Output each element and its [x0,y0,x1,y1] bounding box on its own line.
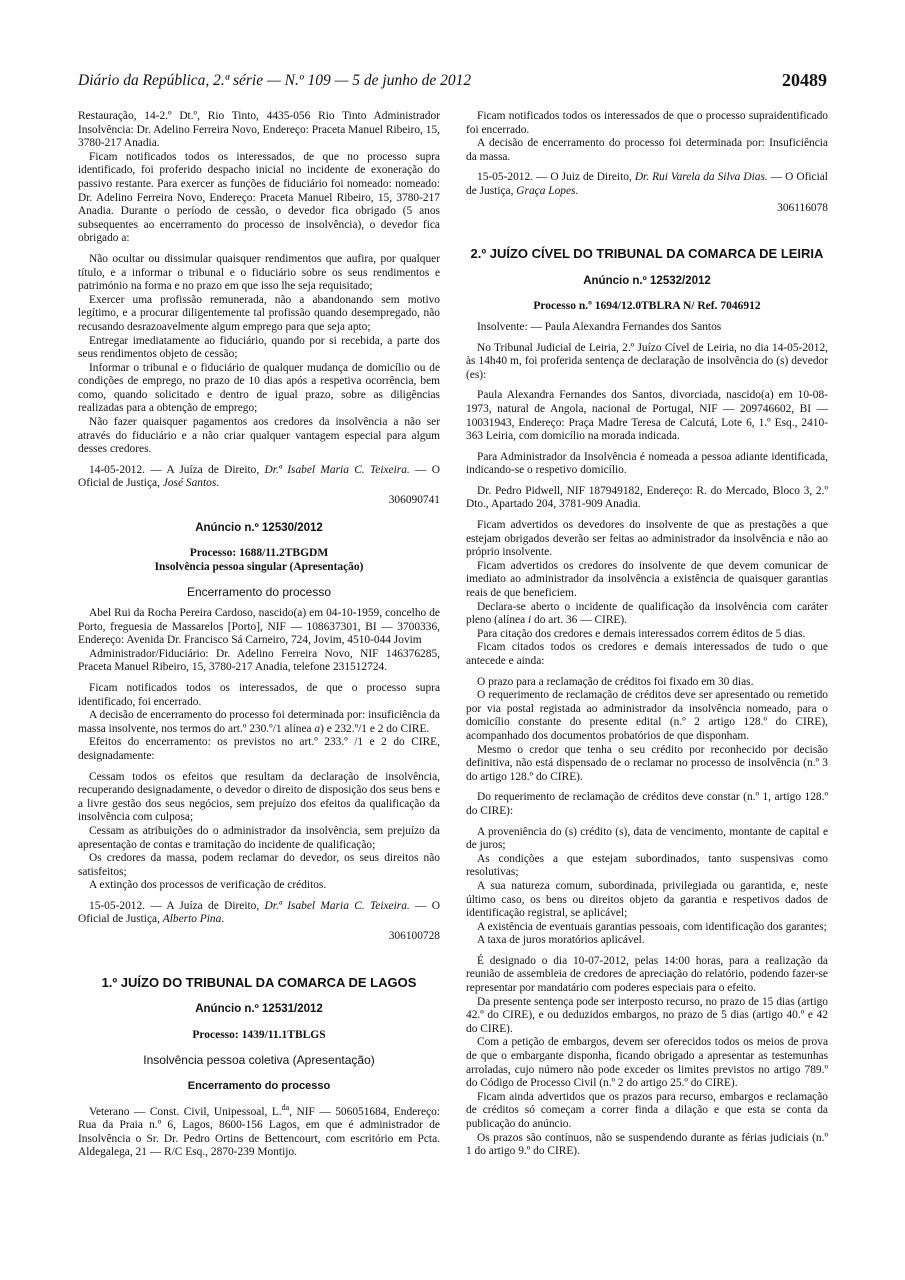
paragraph: No Tribunal Judicial de Leiria, 2.º Juízo Cível de Leiria, no dia 14-05-2012, às 14h40 m, foi proferida sentença de declaração de insolvência do (s) devedor (es): [466,341,828,381]
reference-number: 306100728 [388,930,440,943]
paragraph: Do requerimento de reclamação de créditos deve constar (n.º 1, artigo 128.º do CIRE): [466,791,828,817]
paragraph: Veterano — Const. Civil, Unipessoal, L.$^{da}$, NIF — 506051684, Endereço: Rua da Praia n.º 6, Lagos, 8600-156 Lagos, em que é administrador de Insolvência o Sr. Dr. Pedro Ortins de Bettencourt, com escritório em Pcta. Aldegalega, 21 — R/C Esq., 2870-239 Montijo. [78,1102,440,1159]
paragraph: Exercer uma profissão remunerada, não a abandonando sem motivo legítimo, e a procurar diligentemente tal profissão quando desempregado, não recusando desrazoavelmente algum emprego para que seja apto; [78,293,440,333]
paragraph: É designado o dia 10-07-2012, pelas 14:00 horas, para a realização da reunião de assembleia de credores de apreciação do relatório, podendo fazer-se representar por mandatário com poderes especiais para o efeito. [466,954,828,995]
paragraph: Com a petição de embargos, devem ser oferecidos todos os meios de prova de que o embargante disponha, ficando obrigado a apresentar as testemunhas arroladas, cujo número não pode exceder os limites previstos no artigo 789.º do Código de Processo Civil (n.º 2 do artigo 25.º do CIRE). [466,1036,828,1090]
paragraph: Abel Rui da Rocha Pereira Cardoso, nascido(a) em 04-10-1959, concelho de Porto, freguesia de Massarelos [Porto], NIF — 108637301, BI — 3700336, Endereço: Avenida Dr. Francisco Sá Carneiro, 724, Jovim, 4510-044 Jovim [78,607,440,647]
paragraph: Ficam citados todos os credores e demais interessados de tudo o que antecede e ainda: [466,641,828,667]
process-type: Insolvência pessoa singular (Apresentação) [154,560,364,573]
process-number: Processo: 1688/11.2TBGDM [189,547,329,560]
paragraph: Os prazos são contínuos, não se suspendendo durante as férias judiciais (n.º 1 do artigo 9.º do CIRE). [466,1131,828,1158]
court-heading: 2.º JUÍZO CÍVEL DO TRIBUNAL DA COMARCA DE LEIRIA [470,246,824,262]
paragraph: Ficam notificados todos os interessados, de que no processo supra identificado, foi proferido despacho inicial no incidente de exoneração do passivo restante. Para exercer as funções de fiduciário foi nomeado: nomeado: Dr. Adelino Ferreira Novo, Endereço: Praceta Manuel Ribeiro, 15, 3780-217 Anadia. Durante o período de cessão, o devedor fica obrigado (5 anos subsequentes ao encerramento do processo de insolvência), o devedor fica obrigado a: [78,150,440,245]
paragraph: A existência de eventuais garantias pessoais, com identificação dos garantes; [477,920,827,933]
paragraph: Informar o tribunal e o fiduciário de qualquer mudança de domicílio ou de condições de emprego, no prazo de 10 dias após a respetiva ocorrência, bem como, quando solicitado e dentro de igual prazo, sobre as diligências realizadas para a obtenção de emprego; [78,361,440,415]
paragraph: O requerimento de reclamação de créditos deve ser apresentado ou remetido por via postal registada ao administrador da insolvência nomeado, para o domicílio constante do presente edital (n.º 2 artigo 128.º do CIRE), acompanhado dos documentos probatórios de que disponham. [466,689,828,742]
paragraph: Da presente sentença pode ser interposto recurso, no prazo de 15 dias (artigo 42.º do CIRE), e ou deduzidos embargos, no prazo de 5 dias (artigo 40.º e 42 do CIRE). [466,995,828,1035]
paragraph: O prazo para a reclamação de créditos foi fixado em 30 dias. [477,675,754,688]
paragraph: Entregar imediatamente ao fiduciário, quando por si recebida, a parte dos seus rendimentos objeto de cessão; [78,334,440,361]
paragraph: Dr. Pedro Pidwell, NIF 187949182, Endereço: R. do Mercado, Bloco 3, 2.º Dto., Apartado 204, 3781-909 Anadia. [466,484,828,511]
left-column [78,110,440,1160]
signature-block: 14-05-2012. — A Juíza de Direito, Dr.ª Isabel Maria C. Teixeira. — O Oficial de Justiça, José Santos. [78,463,440,490]
paragraph: Ficam notificados todos os interessados, de que o processo supra identificado, foi encerrado. [78,681,440,708]
paragraph: As condições a que estejam subordinados, tanto suspensivas como resolutivas; [466,852,828,879]
paragraph: Ficam notificados todos os interessados de que o processo supraidentificado foi encerrado. [466,110,828,136]
paragraph: Não ocultar ou dissimular quaisquer rendimentos que aufira, por qualquer título, e a informar o tribunal e o fiduciário sobre os seus rendimentos e património na forma e no prazo em que isso lhe seja requisitado; [78,252,440,293]
paragraph: Ficam ainda advertidos que os prazos para recurso, embargos e reclamação de créditos só começam a correr finda a dilação e que esta se conta da publicação do anúncio. [466,1090,828,1130]
paragraph: Ficam advertidos os devedores do insolvente de que as prestações a que estejam obrigados deverão ser feitas ao administrador da insolvência e não ao próprio insolvente. [466,519,828,559]
paragraph: A sua natureza comum, subordinada, privilegiada ou garantida, e, neste último caso, os bens ou direitos objeto da garantia e respetivos dados de identificação registral, se aplicável; [466,879,828,920]
paragraph: Efeitos do encerramento: os previstos no art.º 233.º /1 e 2 do CIRE, designadamente: [78,736,440,762]
paragraph: Paula Alexandra Fernandes dos Santos, divorciada, nascido(a) em 10-08-1973, natural de Angola, nacional de Portugal, NIF — 209746602, BI — 10031943, Endereço: Praça Madre Teresa de Calcutá, Lote 6, 1.º Esq., 2410-363 Leiria, com domicílio na morada indicada. [466,389,828,443]
paragraph: Mesmo o credor que tenha o seu crédito por reconhecido por decisão definitiva, não está dispensado de o reclamar no processo de insolvência (n.º 3 do artigo 128.º do CIRE). [466,743,828,783]
paragraph: Ficam advertidos os credores do insolvente de que devem comunicar de imediato ao administrador da insolvência a existência de quaisquer garantias reais de que beneficiem. [466,559,828,600]
process-type: Insolvência pessoa coletiva (Apresentação) [143,1053,375,1068]
signature-block: 15-05-2012. — A Juíza de Direito, Dr.ª Isabel Maria C. Teixeira. — O Oficial de Justiça, Alberto Pina. [78,899,440,926]
reference-number: 306090741 [388,494,440,507]
paragraph: A proveniência do (s) crédito (s), data de vencimento, montante de capital e de juros; [466,825,828,852]
paragraph: Os credores da massa, podem reclamar do devedor, os seus direitos não satisfeitos; [78,852,440,878]
paragraph: Restauração, 14-2.º Dt.º, Rio Tinto, 4435-056 Rio Tinto Administrador Insolvência: Dr. Adelino Ferreira Novo, Endereço: Praceta Manuel Ribeiro, 15, 3780-217 Anadia. [78,110,440,150]
announcement-title: Anúncio n.º 12530/2012 [195,521,323,534]
paragraph: Cessam as atribuições do o administrador da insolvência, sem prejuízo da apresentação de contas e tramitação do incidente de qualificação; [78,824,440,851]
process-number: Processo n.º 1694/12.0TBLRA N/ Ref. 7046912 [533,300,761,313]
paragraph: A decisão de encerramento do processo foi determinada por: insuficiência da massa insolvente, nos termos do art.º 230.º/1 alínea a) e 232.º/1 e 2 do CIRE. [78,709,440,735]
paragraph: Declara-se aberto o incidente de qualificação da insolvência com caráter pleno (alínea i do art. 36 — CIRE). [466,600,828,627]
paragraph: Administrador/Fiduciário: Dr. Adelino Ferreira Novo, NIF 146376285, Praceta Manuel Ribeiro, 15, 3780-217 Anadia, telefone 231512724. [78,647,440,674]
reference-number: 306116078 [777,201,828,214]
paragraph: Para citação dos credores e demais interessados correm éditos de 5 dias. [477,627,806,640]
paragraph: A extinção dos processos de verificação de créditos. [89,879,327,892]
right-column [466,110,828,1159]
paragraph: A decisão de encerramento do processo foi determinada por: Insuficiência da massa. [466,137,828,163]
court-heading: 1.º JUÍZO DO TRIBUNAL DA COMARCA DE LAGOS [101,974,417,990]
announcement-title: Anúncio n.º 12532/2012 [583,274,711,287]
process-number: Processo: 1439/11.1TBLGS [192,1028,326,1041]
section-subtitle: Encerramento do processo [187,1080,331,1093]
paragraph: Cessam todos os efeitos que resultam da declaração de insolvência, recuperando designadamente, o devedor o direito de disposição dos seus bens e a livre gestão dos seus negócios, sem prejuízo dos efeitos da qualificação da insolvência com culposa; [78,770,440,824]
section-subtitle: Encerramento do processo [186,585,332,600]
signature-block: 15-05-2012. — O Juiz de Direito, Dr. Rui Varela da Silva Dias. — O Oficial de Justiça, Graça Lopes. [466,171,828,197]
page-number: 20489 [782,70,827,90]
journal-title: Diário da República, 2.ª série — N.º 109 — 5 de junho de 2012 [78,72,472,89]
paragraph: Não fazer quaisquer pagamentos aos credores da insolvência a não ser através do fiduciário e a não criar qualquer vantagem especial para algum desses credores. [78,416,440,456]
announcement-title: Anúncio n.º 12531/2012 [195,1003,323,1016]
paragraph: A taxa de juros moratórios aplicável. [477,934,645,947]
insolvent-name: Insolvente: — Paula Alexandra Fernandes dos Santos [477,320,722,333]
page-header [78,72,827,96]
paragraph: Para Administrador da Insolvência é nomeada a pessoa adiante identificada, indicando-se o respetivo domicílio. [466,450,828,477]
